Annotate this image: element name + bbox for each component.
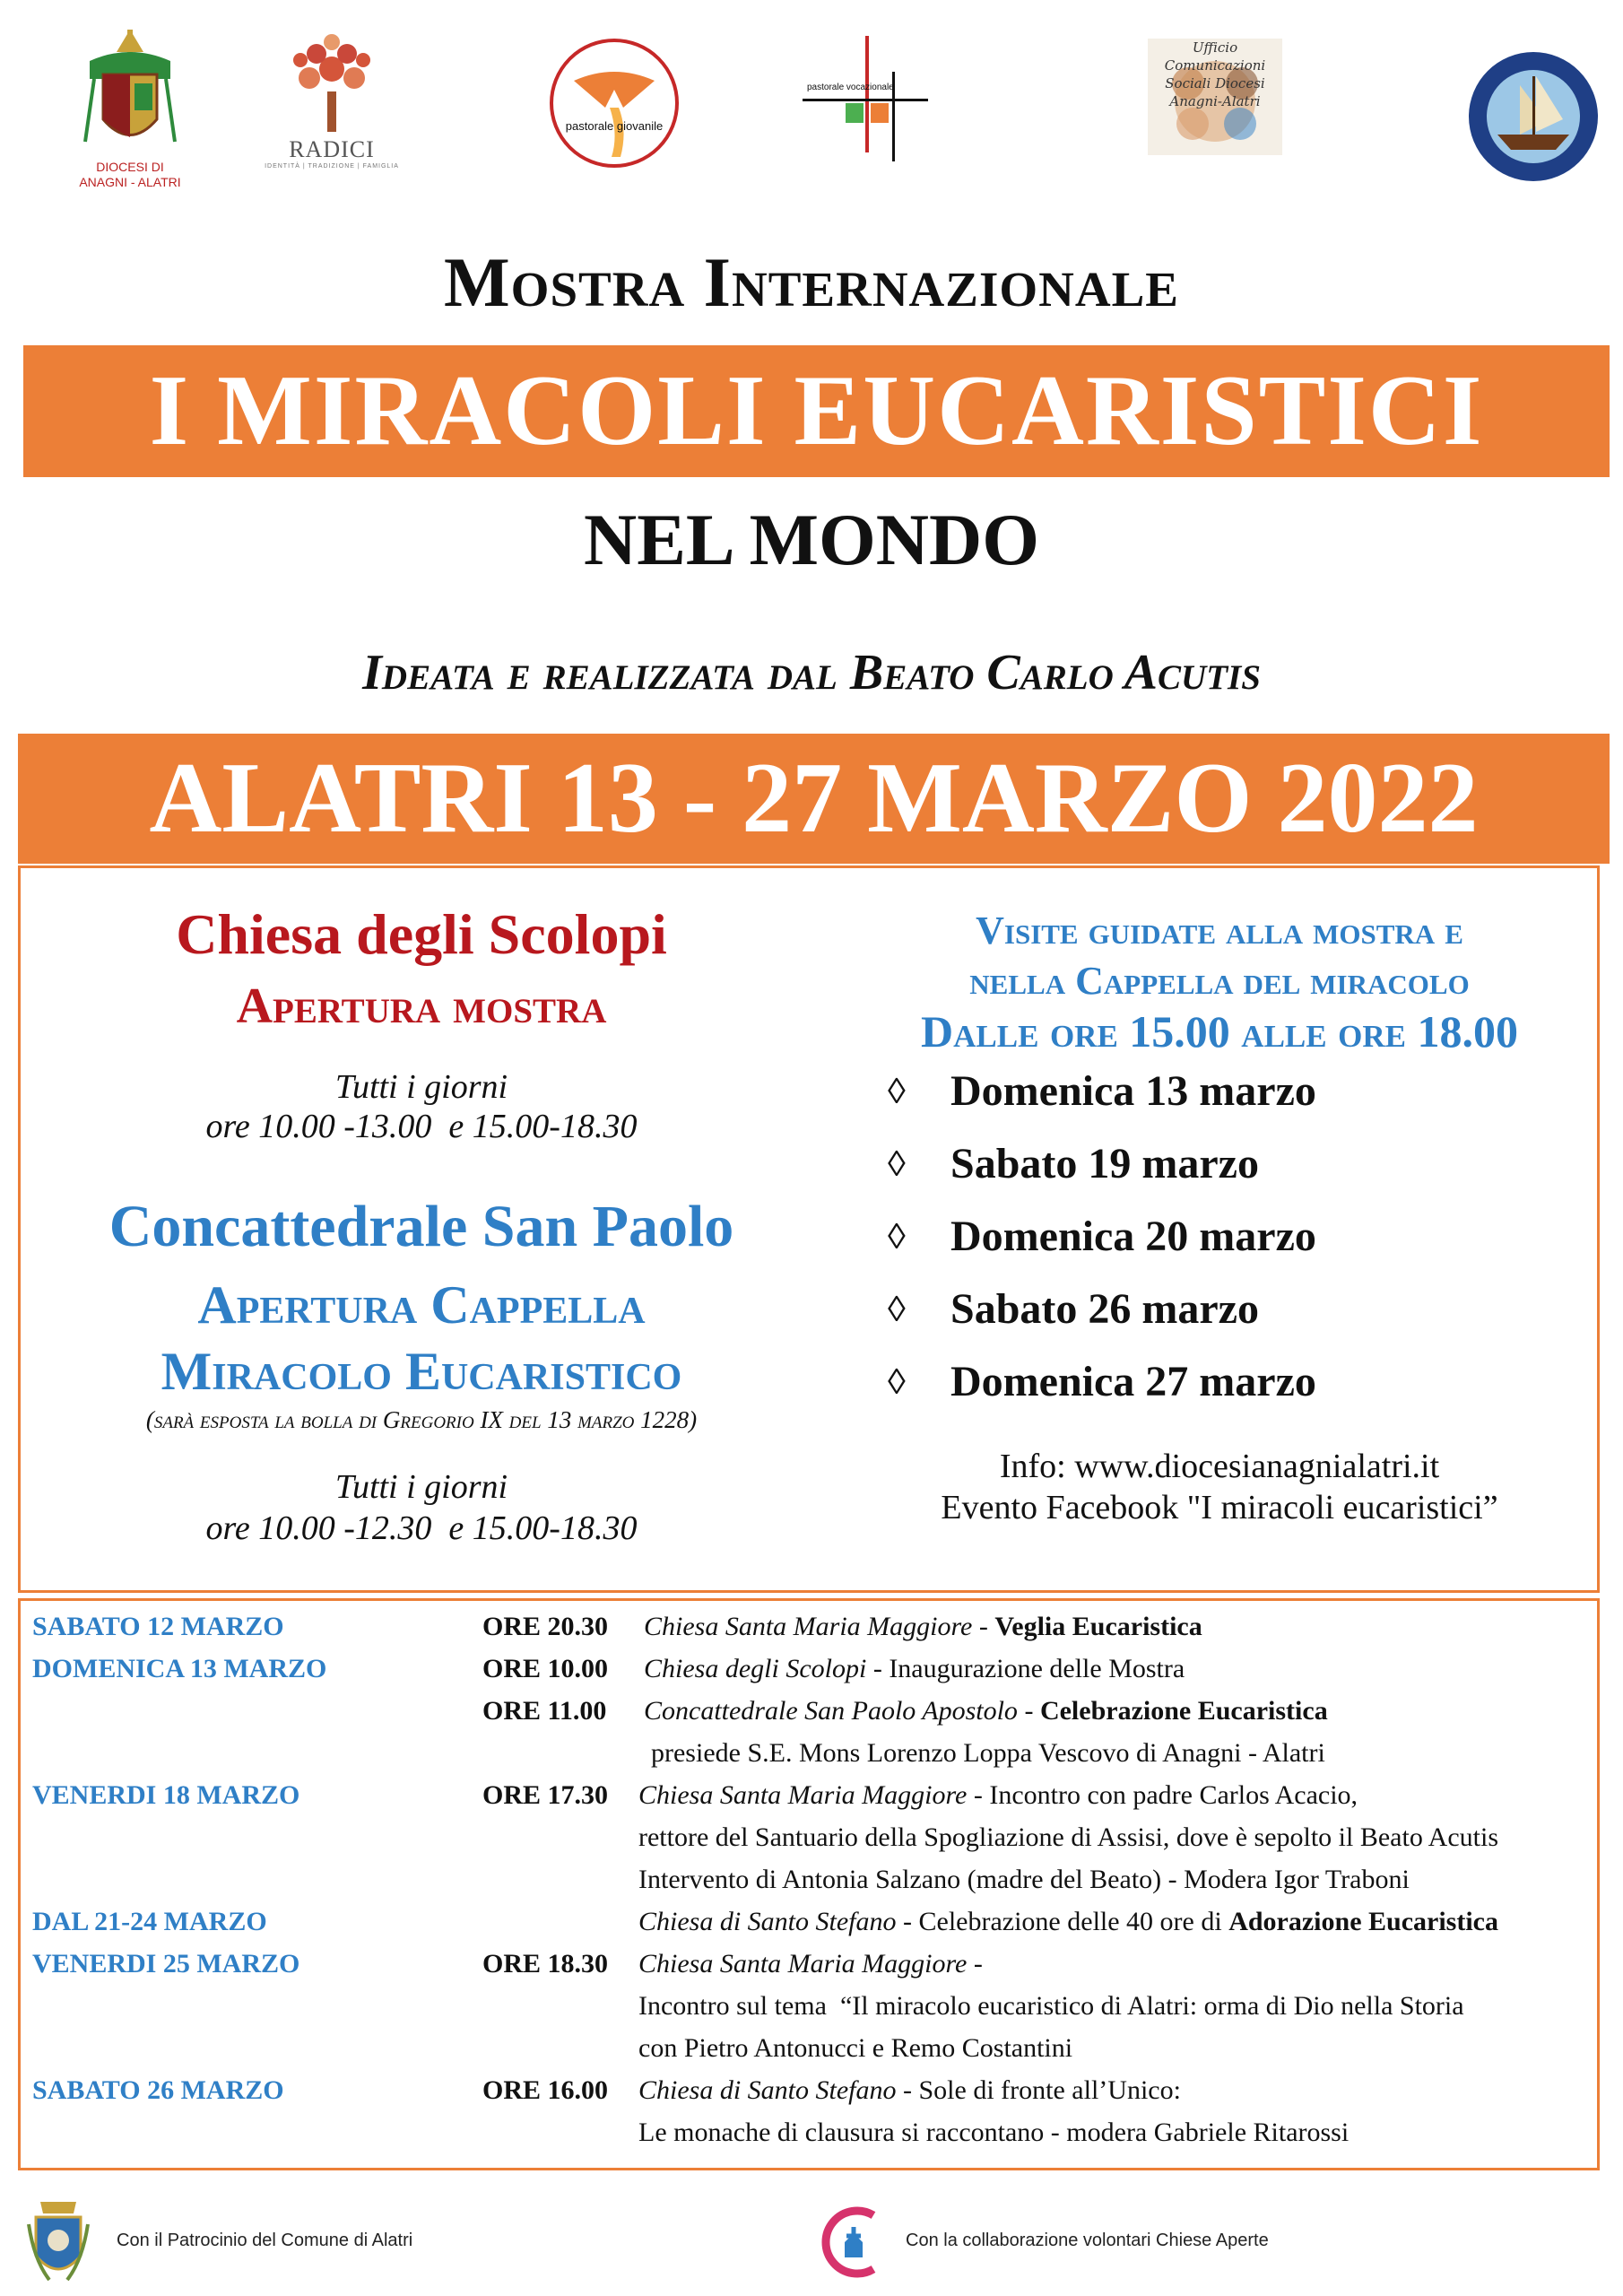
schedule-sep: - xyxy=(967,1780,990,1810)
chiese-aperte-icon xyxy=(818,2202,890,2283)
schedule-desc xyxy=(644,1605,1202,1648)
schedule-desc xyxy=(651,1732,1325,1774)
schedule-text: Le monache di clausura si raccontano - modera Gabriele Ritarossi xyxy=(638,2118,1350,2147)
mostra-internazionale-title: Mostra Internazionale xyxy=(444,243,1179,321)
schedule-desc xyxy=(638,1900,1498,1943)
schedule-sep: - xyxy=(972,1612,995,1641)
schedule-desc xyxy=(638,1774,1358,1816)
diocesi-logo-caption: DIOCESI DI ANAGNI - ALATRI xyxy=(79,159,181,189)
schedule-place: Chiesa di Santo Stefano xyxy=(638,2075,897,2105)
concattedrale-heading: Concattedrale San Paolo xyxy=(108,1194,734,1259)
schedule-desc xyxy=(638,2027,1072,2069)
schedule-row xyxy=(32,1605,1601,1648)
schedule-place: Chiesa Santa Maria Maggiore xyxy=(644,1612,973,1641)
ship-seal-icon xyxy=(1466,49,1601,184)
schedule-sep: - xyxy=(1017,1696,1040,1726)
schedule-sep: - xyxy=(967,1949,983,1979)
schedule-list xyxy=(32,1605,1601,2153)
schedule-day: DAL 21-24 MARZO xyxy=(32,1907,267,1936)
schedule-desc xyxy=(644,1690,1328,1732)
schedule-bold: Veglia Eucaristica xyxy=(994,1612,1202,1641)
diamond-bullet-icon: ◊ xyxy=(888,1289,906,1329)
comune-alatri-crest xyxy=(27,2197,90,2287)
schedule-desc xyxy=(638,1943,983,1985)
list-item xyxy=(888,1278,1623,1351)
info-block xyxy=(843,1446,1596,1528)
list-item xyxy=(888,1060,1623,1133)
schedule-bold: Adorazione Eucaristica xyxy=(1228,1907,1498,1936)
pastorale-giovanile-text: pastorale giovanile xyxy=(565,119,664,133)
info-facebook-event: Evento Facebook "I miracoli eucaristici” xyxy=(941,1489,1498,1526)
diocesi-coat-of-arms-icon xyxy=(81,25,179,160)
pastorale-giovanile-logo xyxy=(547,36,681,170)
schedule-row xyxy=(32,1900,1601,1943)
schedule-place: Chiesa Santa Maria Maggiore xyxy=(638,1949,968,1979)
schedule-place: Chiesa di Santo Stefano xyxy=(638,1907,897,1936)
diamond-bullet-icon: ◊ xyxy=(888,1071,906,1111)
tree-icon xyxy=(282,29,381,136)
schedule-text: Incontro con padre Carlos Acacio, xyxy=(989,1780,1358,1810)
diamond-bullet-icon: ◊ xyxy=(888,1361,906,1402)
main-title-band: I MIRACOLI EUCARISTICI xyxy=(23,345,1610,477)
radici-logo xyxy=(265,18,399,179)
schedule-desc xyxy=(638,1858,1410,1900)
schedule-sep: - xyxy=(896,2075,919,2105)
visite-line2: nella Cappella del miracolo xyxy=(969,959,1470,1003)
footer-patrocinio: Con il Patrocinio del Comune di Alatri xyxy=(117,2231,413,2250)
schedule-text: rettore del Santuario della Spogliazione di Assisi, dove è sepolto il Beato Acutis xyxy=(638,1822,1498,1852)
visit-date: Domenica 13 marzo xyxy=(950,1067,1316,1115)
schedule-text: Inaugurazione delle Mostra xyxy=(889,1654,1185,1683)
schedule-day: VENERDI 18 MARZO xyxy=(32,1780,300,1810)
visite-line1: Visite guidate alla mostra e xyxy=(976,909,1463,952)
schedule-time: ORE 17.30 xyxy=(482,1780,609,1810)
date-band: ALATRI 13 - 27 MARZO 2022 xyxy=(18,734,1610,864)
schedule-row xyxy=(32,2027,1601,2069)
cappella-heading xyxy=(36,1272,807,1405)
schedule-bold: Celebrazione Eucaristica xyxy=(1039,1696,1328,1726)
visite-guidate-heading xyxy=(843,906,1596,1057)
schedule-row xyxy=(32,1732,1601,1774)
schedule-time: ORE 18.30 xyxy=(482,1949,609,1979)
schedule-desc xyxy=(638,2111,1349,2153)
chiese-aperte-logo xyxy=(818,2202,890,2283)
scolopi-heading: Chiesa degli Scolopi xyxy=(176,902,667,966)
schedule-place: Concattedrale San Paolo Apostolo xyxy=(644,1696,1018,1726)
schedule-desc xyxy=(638,1816,1498,1858)
diamond-bullet-icon: ◊ xyxy=(888,1144,906,1184)
schedule-time: ORE 16.00 xyxy=(482,2075,609,2105)
visit-date: Sabato 26 marzo xyxy=(950,1285,1259,1333)
schedule-day: SABATO 12 MARZO xyxy=(32,1612,284,1641)
schedule-desc xyxy=(638,2069,1181,2111)
concattedrale-hours-times: ore 10.00 -12.30 e 15.00-18.30 xyxy=(205,1509,638,1547)
schedule-row xyxy=(32,1943,1601,1985)
pastorale-vocazionale-icon xyxy=(803,36,937,161)
scolopi-hours-times: ore 10.00 -13.00 e 15.00-18.30 xyxy=(205,1108,638,1145)
schedule-day: DOMENICA 13 MARZO xyxy=(32,1654,327,1683)
cappella-heading-line2: Miracolo Eucaristico xyxy=(161,1342,682,1401)
visit-date: Domenica 27 marzo xyxy=(950,1358,1316,1405)
schedule-row xyxy=(32,1816,1601,1858)
schedule-time: ORE 10.00 xyxy=(482,1654,609,1683)
schedule-row xyxy=(32,1648,1601,1690)
schedule-row xyxy=(32,2111,1601,2153)
diamond-bullet-icon: ◊ xyxy=(888,1216,906,1257)
scolopi-hours-days: Tutti i giorni xyxy=(334,1068,508,1106)
schedule-sep: - xyxy=(896,1907,919,1936)
radici-logo-text: RADICI xyxy=(289,135,375,162)
visit-date: Domenica 20 marzo xyxy=(950,1213,1316,1260)
visit-date: Sabato 19 marzo xyxy=(950,1140,1259,1187)
pastorale-vocazionale-logo xyxy=(803,36,937,161)
schedule-place: Chiesa degli Scolopi xyxy=(644,1654,867,1683)
schedule-text: presiede S.E. Mons Lorenzo Loppa Vescovo di Anagni - Alatri xyxy=(651,1738,1325,1768)
bolla-note: (sarà esposta la bolla di Gregorio IX del 13 marzo 1228) xyxy=(145,1406,698,1433)
concattedrale-hours xyxy=(36,1466,807,1549)
alatri-santo-stefano-seal xyxy=(1466,49,1601,184)
ufficio-caption: Ufficio Comunicazioni Sociali Diocesi Anagni-Alatri xyxy=(1164,39,1266,109)
schedule-row xyxy=(32,1774,1601,1816)
visite-line3: Dalle ore 15.00 alle ore 18.00 xyxy=(921,1006,1518,1057)
schedule-day: VENERDI 25 MARZO xyxy=(32,1949,300,1979)
schedule-text: Sole di fronte all’Unico: xyxy=(918,2075,1181,2105)
schedule-row xyxy=(32,1690,1601,1732)
schedule-time: ORE 11.00 xyxy=(482,1696,607,1726)
nel-mondo-subtitle: NEL MONDO xyxy=(584,499,1039,580)
list-item xyxy=(888,1205,1623,1278)
schedule-time: ORE 20.30 xyxy=(482,1612,609,1641)
schedule-desc xyxy=(644,1648,1185,1690)
schedule-text: con Pietro Antonucci e Remo Costantini xyxy=(638,2033,1073,2063)
apertura-mostra-heading: Apertura mostra xyxy=(236,978,607,1034)
diocesi-logo xyxy=(63,18,197,197)
radici-logo-subtext: IDENTITÀ | TRADIZIONE | FAMIGLIA xyxy=(265,162,399,170)
list-item xyxy=(888,1351,1623,1423)
schedule-desc xyxy=(638,1985,1464,2027)
footer-collaborazione: Con la collaborazione volontari Chiese Aperte xyxy=(906,2231,1269,2250)
list-item xyxy=(888,1133,1623,1205)
schedule-text: Incontro sul tema “Il miracolo eucaristico di Alatri: orma di Dio nella Storia xyxy=(638,1991,1464,2021)
schedule-row xyxy=(32,1858,1601,1900)
schedule-place: Chiesa Santa Maria Maggiore xyxy=(638,1780,968,1810)
scolopi-hours xyxy=(36,1067,807,1146)
schedule-row xyxy=(32,2069,1601,2111)
schedule-day: SABATO 26 MARZO xyxy=(32,2075,284,2105)
ufficio-comunicazioni-logo xyxy=(1143,31,1287,161)
ideata-subtitle: Ideata e realizzata dal Beato Carlo Acutis xyxy=(362,645,1261,700)
schedule-row xyxy=(32,1985,1601,2027)
comune-crest-icon xyxy=(27,2197,90,2287)
schedule-text: Intervento di Antonia Salzano (madre del Beato) - Modera Igor Traboni xyxy=(638,1865,1410,1894)
schedule-text: Celebrazione delle 40 ore di xyxy=(918,1907,1229,1936)
info-website[interactable]: Info: www.diocesianagnialatri.it xyxy=(999,1448,1440,1485)
pastorale-vocazionale-text: pastorale vocazionale xyxy=(807,83,894,92)
schedule-sep: - xyxy=(866,1654,890,1683)
concattedrale-hours-days: Tutti i giorni xyxy=(334,1468,508,1506)
pastorale-giovanile-icon xyxy=(547,36,681,170)
visit-dates-list xyxy=(888,1060,1623,1423)
cappella-heading-line1: Apertura Cappella xyxy=(197,1275,646,1335)
